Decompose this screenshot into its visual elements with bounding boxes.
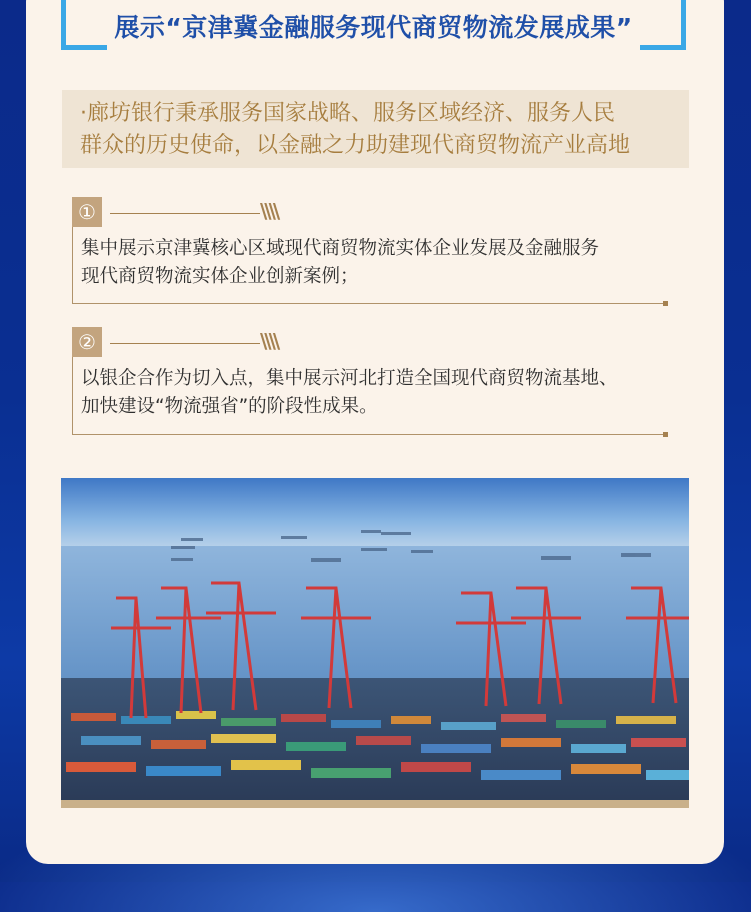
divider-line — [110, 213, 260, 214]
item-number-badge: ① — [72, 197, 102, 227]
page-title: 展示“京津冀金融服务现代商贸物流发展成果” — [114, 13, 633, 42]
item-number-badge: ② — [72, 327, 102, 357]
item-line-1: 集中展示京津冀核心区域现代商贸物流实体企业发展及金融服务 — [81, 238, 600, 259]
lead-line-2: 群众的历史使命，以金融之力助建现代商贸物流产业高地 — [80, 133, 631, 158]
corner-dot — [663, 301, 668, 306]
corner-dot — [663, 432, 668, 437]
item-line-1: 以银企合作为切入点，集中展示河北打造全国现代商贸物流基地、 — [81, 368, 618, 389]
item-line-2: 加快建设“物流强省”的阶段性成果。 — [81, 396, 378, 417]
item-line-2: 现代商贸物流实体企业创新案例； — [81, 266, 359, 287]
slash-decoration-icon: \\\\ — [260, 199, 278, 223]
lead-line-1: ·廊坊银行秉承服务国家战略、服务区域经济、服务人民 — [80, 101, 615, 126]
lead-paragraph — [62, 90, 689, 168]
item-text-box — [72, 357, 666, 435]
slash-decoration-icon: \\\\ — [260, 329, 278, 353]
port-photo-illustration — [61, 478, 689, 808]
divider-line — [110, 343, 260, 344]
title-banner — [61, 0, 686, 50]
port-photo — [61, 478, 689, 808]
item-text-box — [72, 227, 666, 304]
